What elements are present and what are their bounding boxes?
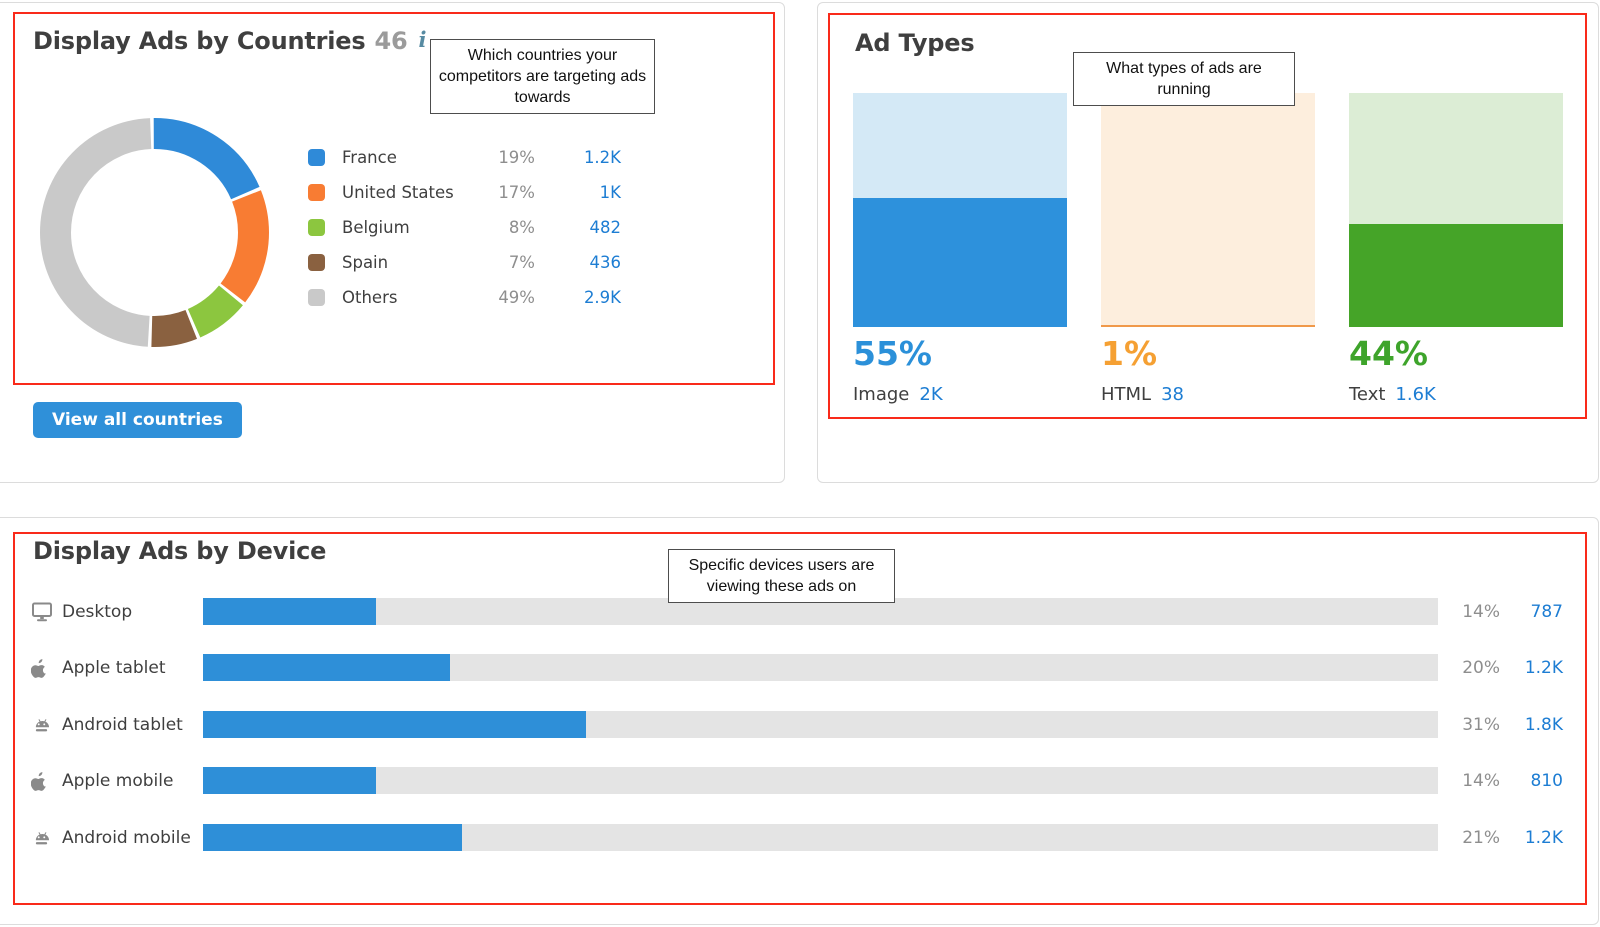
devices-title-text: Display Ads by Device	[33, 537, 327, 565]
legend-value-link[interactable]: 1K	[599, 183, 621, 202]
device-percent: 20%	[1462, 658, 1500, 678]
apple-icon	[31, 770, 55, 792]
countries-title-text: Display Ads by Countries	[33, 27, 366, 55]
image-ads-bar[interactable]	[853, 93, 1067, 327]
device-label: Apple tablet	[62, 658, 166, 678]
text-ads-label-row	[1349, 384, 1436, 405]
device-row-android-tablet	[0, 698, 1597, 752]
device-label: Android mobile	[62, 828, 191, 848]
image-ads-bar-fill	[853, 198, 1067, 327]
device-percent: 14%	[1462, 771, 1500, 791]
legend-row-others[interactable]	[308, 280, 621, 315]
device-bar-fill	[203, 767, 376, 794]
device-label: Desktop	[62, 602, 133, 622]
text-ads-label: Text	[1349, 384, 1386, 405]
ad-types-tooltip: What types of ads are running	[1073, 52, 1295, 106]
device-row-apple-mobile	[0, 754, 1597, 808]
united-states-swatch	[308, 184, 325, 201]
countries-panel-title	[33, 27, 426, 55]
device-value-link[interactable]: 810	[1530, 771, 1563, 791]
legend-label: Others	[342, 288, 398, 307]
legend-percent: 19%	[498, 148, 535, 167]
text-ads-count-link[interactable]: 1.6K	[1395, 384, 1436, 405]
countries-donut[interactable]	[39, 117, 270, 348]
legend-percent: 17%	[498, 183, 535, 202]
device-bar-track[interactable]	[203, 654, 1438, 681]
device-row-android-mobile	[0, 811, 1597, 865]
html-ads-bar-fill	[1101, 325, 1315, 327]
others-swatch	[308, 289, 325, 306]
legend-value-link[interactable]: 1.2K	[583, 148, 621, 167]
france-swatch	[308, 149, 325, 166]
image-ads-label: Image	[853, 384, 910, 405]
device-bar-fill	[203, 824, 462, 851]
view-all-countries-button[interactable]: View all countries	[33, 402, 242, 438]
legend-percent: 49%	[498, 288, 535, 307]
desktop-icon	[31, 601, 55, 623]
legend-value-link[interactable]: 482	[589, 218, 621, 237]
countries-legend	[308, 140, 621, 315]
image-ads-count-link[interactable]: 2K	[919, 384, 943, 405]
legend-value-link[interactable]: 2.9K	[583, 288, 621, 307]
html-ads-label-row	[1101, 384, 1184, 405]
html-ads-percent: 1%	[1101, 334, 1158, 373]
device-bar-fill	[203, 654, 450, 681]
countries-count: 46	[374, 27, 408, 55]
devices-tooltip: Specific devices users are viewing these ads on	[668, 549, 895, 603]
legend-percent: 7%	[508, 253, 535, 272]
legend-label: Spain	[342, 253, 389, 272]
belgium-swatch	[308, 219, 325, 236]
text-ads-bar[interactable]	[1349, 93, 1563, 327]
device-label: Android tablet	[62, 715, 183, 735]
legend-row-united-states[interactable]	[308, 175, 621, 210]
legend-label: Belgium	[342, 218, 410, 237]
device-bar-fill	[203, 598, 376, 625]
legend-percent: 8%	[508, 218, 535, 237]
image-ads-label-row	[853, 384, 943, 405]
device-bar-fill	[203, 711, 586, 738]
device-percent: 31%	[1462, 715, 1500, 735]
info-icon[interactable]: i	[418, 27, 427, 52]
spain-swatch	[308, 254, 325, 271]
devices-panel-title	[33, 537, 326, 565]
device-value-link[interactable]: 787	[1530, 602, 1563, 622]
device-row-apple-tablet	[0, 641, 1597, 695]
device-value-link[interactable]: 1.2K	[1524, 658, 1563, 678]
countries-tooltip: Which countries your competitors are targeting ads towards	[430, 39, 655, 114]
device-value-link[interactable]: 1.8K	[1524, 715, 1563, 735]
image-ads-percent: 55%	[853, 334, 932, 373]
device-bar-track[interactable]	[203, 824, 1438, 851]
legend-label: United States	[342, 183, 454, 202]
html-ads-bar[interactable]	[1101, 93, 1315, 327]
html-ads-label: HTML	[1101, 384, 1152, 405]
ad-types-panel-title	[855, 29, 974, 57]
html-ads-count-link[interactable]: 38	[1161, 384, 1184, 405]
device-bar-track[interactable]	[203, 711, 1438, 738]
legend-row-france[interactable]	[308, 140, 621, 175]
android-icon	[31, 714, 55, 736]
apple-icon	[31, 657, 55, 679]
ad-types-title-text: Ad Types	[855, 29, 975, 57]
legend-row-spain[interactable]	[308, 245, 621, 280]
device-value-link[interactable]: 1.2K	[1524, 828, 1563, 848]
device-percent: 14%	[1462, 602, 1500, 622]
device-percent: 21%	[1462, 828, 1500, 848]
legend-value-link[interactable]: 436	[589, 253, 621, 272]
device-bar-track[interactable]	[203, 767, 1438, 794]
legend-row-belgium[interactable]	[308, 210, 621, 245]
legend-label: France	[342, 148, 397, 167]
device-label: Apple mobile	[62, 771, 174, 791]
android-icon	[31, 827, 55, 849]
text-ads-percent: 44%	[1349, 334, 1428, 373]
text-ads-bar-fill	[1349, 224, 1563, 327]
